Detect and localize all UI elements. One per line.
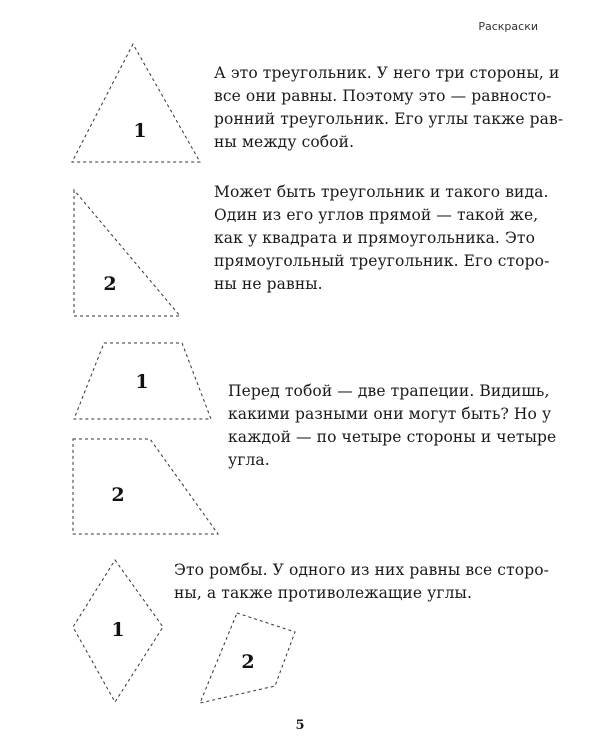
text-line: ны, а также противолежащие углы.	[174, 584, 473, 602]
equilateral-triangle-label: 1	[133, 120, 147, 142]
text-line: Один из его углов прямой — такой же,	[214, 206, 539, 224]
text-line: ронний треугольник. Его углы также рав-	[214, 110, 564, 128]
text-line: Может быть треугольник и такого вида.	[214, 183, 549, 201]
text-line: ны между собой.	[214, 133, 355, 151]
right-triangle-outline	[74, 190, 180, 316]
text-line: А это треугольник. У него три стороны, и	[214, 64, 560, 82]
text-line: прямоугольный треугольник. Его сторо-	[214, 252, 550, 270]
text-line: Перед тобой — две трапеции. Видишь,	[228, 382, 550, 400]
right-trapezoid-outline	[73, 439, 218, 534]
text-line: какими разными они могут быть? Но у	[228, 405, 552, 423]
page-number: 5	[295, 718, 305, 733]
text-line: все они равны. Поэтому это — равносто-	[214, 87, 552, 105]
paragraph-right-triangle	[214, 181, 549, 296]
rhombus-label: 1	[111, 619, 125, 641]
text-line: ны не равны.	[214, 275, 323, 293]
right-trapezoid-label: 2	[111, 484, 125, 506]
text-line: каждой — по четыре стороны и четыре	[228, 428, 557, 446]
isosceles-trapezoid-label: 1	[135, 371, 149, 393]
right-triangle-label: 2	[103, 273, 117, 295]
paragraph-trapezoids	[228, 380, 556, 472]
paragraph-rhombuses	[174, 559, 549, 605]
paragraph-equilateral-triangle	[214, 62, 563, 154]
rhomboid-label: 2	[241, 651, 255, 673]
text-line: угла.	[228, 451, 270, 469]
text-line: Это ромбы. У одного из них равны все сторо-	[174, 561, 549, 579]
text-line: как у квадрата и прямоугольника. Это	[214, 229, 536, 247]
running-header: Раскраски	[478, 20, 538, 33]
equilateral-triangle-outline	[72, 44, 200, 162]
